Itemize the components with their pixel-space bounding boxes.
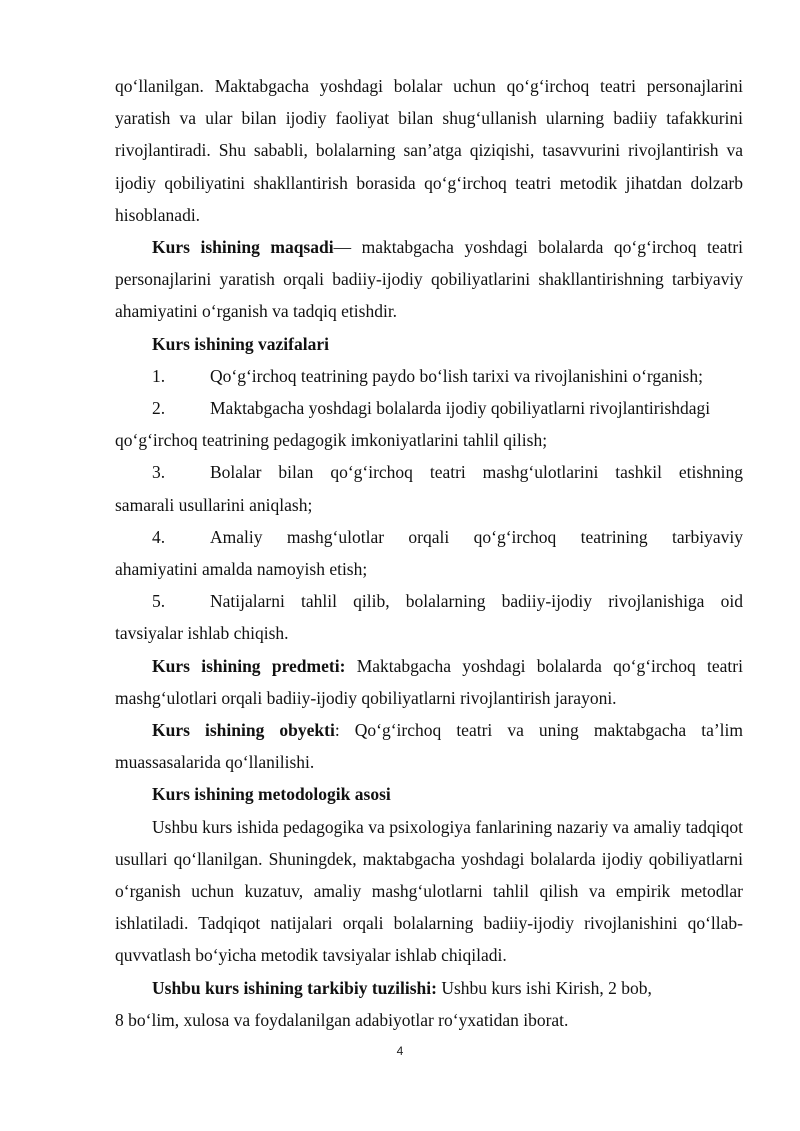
obyekti-text: : Qo‘g‘irchoq teatri va uning maktabgacha ta’lim muassasalarida qo‘llanilishi.	[115, 720, 743, 773]
tarkibiy-line2: 8 bo‘lim, xulosa va foydalanilgan adabiyotlar ro‘yxatidan iborat.	[115, 1009, 569, 1030]
list-item-text: Qo‘g‘irchoq teatrining paydo bo‘lish tarixi va rivojlanishini o‘rganish;	[210, 365, 703, 386]
list-item-continuation: qo‘g‘irchoq teatrining pedagogik imkoniyatlarini tahlil qilish;	[115, 430, 548, 451]
maqsad-text: — maktabgacha yoshdagi bolalarda qo‘g‘irchoq teatri personajlarini yaratish orqali badiiy-ijodiy qobiliyatlarini shakllantirishning tarbiyaviy ahamiyatini o‘rganish va tadqiq etishdir.	[115, 237, 744, 322]
list-item-number: 3.	[152, 462, 166, 483]
obyekti-label: Kurs ishining obyekti	[152, 720, 335, 741]
list-item	[115, 392, 743, 456]
list-item-text: Amaliy mashg‘ulotlar orqali qo‘g‘irchoq teatrining tarbiyaviy	[210, 526, 743, 547]
page-number: 4	[396, 1044, 404, 1058]
list-item-number: 4.	[152, 526, 166, 547]
maqsad-paragraph	[115, 231, 743, 328]
list-item-continuation: ahamiyatini amalda namoyish etish;	[115, 559, 368, 580]
list-item	[115, 456, 743, 520]
vazifalar-list	[115, 360, 743, 650]
predmeti-label: Kurs ishining predmeti:	[152, 655, 346, 676]
tarkibiy-label: Ushbu kurs ishining tarkibiy tuzilishi:	[152, 977, 437, 998]
metodologik-paragraph: Ushbu kurs ishida pedagogika va psixologiya fanlarining nazariy va amaliy tadqiqot usullari qo‘llanilgan. Shuningdek, maktabgacha yoshdagi bolalarda ijodiy qobiliyatlarni o‘rganish uchun kuzatuv, amaliy mashg‘ulotlarni tahlil qilish va empirik metodlar ishlatiladi. Tadqiqot natijalari orqali bolalarning badiiy-ijodiy rivojlanishini qo‘llab-quvvatlash bo‘yicha metodik tavsiyalar ishlab chiqiladi.	[115, 816, 743, 966]
vazifalar-heading: Kurs ishining vazifalari	[152, 333, 329, 354]
page-body	[115, 70, 743, 1036]
list-item	[115, 360, 743, 392]
list-item-number: 5.	[152, 591, 166, 612]
list-item-number: 1.	[152, 365, 166, 386]
metodologik-heading: Kurs ishining metodologik asosi	[152, 784, 391, 805]
tarkibiy-text: Ushbu kurs ishi Kirish, 2 bob,	[436, 977, 652, 998]
maqsad-label: Kurs ishining maqsadi	[152, 237, 334, 258]
list-item	[115, 521, 743, 585]
list-item-text: Bolalar bilan qo‘g‘irchoq teatri mashg‘ulotlarini tashkil etishning	[210, 462, 743, 483]
list-item-text: Maktabgacha yoshdagi bolalarda ijodiy qobiliyatlarni rivojlantirishdagi	[210, 398, 711, 419]
list-item-continuation: samarali usullarini aniqlash;	[115, 494, 313, 515]
list-item-number: 2.	[152, 398, 166, 419]
tarkibiy-paragraph	[115, 972, 743, 1004]
list-item	[115, 585, 743, 649]
list-item-text: Natijalarni tahlil qilib, bolalarning badiiy-ijodiy rivojlanishiga oid	[210, 591, 743, 612]
obyekti-paragraph	[115, 714, 743, 778]
list-item-continuation: tavsiyalar ishlab chiqish.	[115, 623, 289, 644]
predmeti-paragraph	[115, 650, 743, 714]
predmeti-text: Maktabgacha yoshdagi bolalarda qo‘g‘irchoq teatri mashg‘ulotlari orqali badiiy-ijodiy qobiliyatlarni rivojlantirish jarayoni.	[115, 655, 743, 708]
intro-paragraph: qo‘llanilgan. Maktabgacha yoshdagi bolalar uchun qo‘g‘irchoq teatri personajlarini yaratish va ular bilan ijodiy faoliyat bilan shug‘ullanish ularning badiiy tafakkurini rivojlantiradi. Shu sababli, bolalarning san’atga qiziqishi, tasavvurini rivojlantirish va ijodiy qobiliyatini shakllantirish borasida qo‘g‘irchoq teatri metodik jihatdan dolzarb hisoblanadi.	[115, 76, 743, 225]
